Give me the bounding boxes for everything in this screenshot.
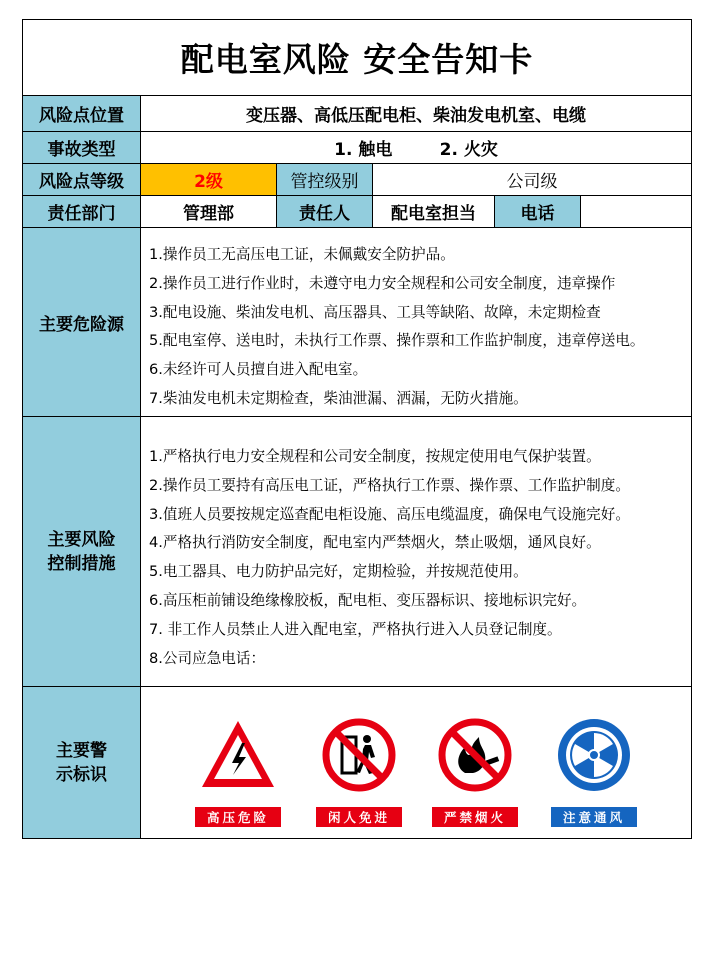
hazard-item: 7.柴油发电机未定期检查，柴油泄漏、洒漏，无防火措施。 xyxy=(149,390,528,407)
hazards-list xyxy=(141,228,691,416)
row-measures xyxy=(22,417,692,687)
signs-label-line2: 示标识 xyxy=(56,764,107,785)
row-dept xyxy=(22,196,692,228)
measures-label-line1: 主要风险 xyxy=(47,529,116,550)
hazard-item: 3.配电设施、柴油发电机、高压器具、工具等缺陷、故障，未定期检查 xyxy=(149,304,601,321)
ventilation-icon xyxy=(554,715,634,795)
person-value: 配电室担当 xyxy=(372,196,494,227)
measure-item: 6.高压柜前铺设绝缘橡胶板，配电柜、变压器标识、接地标识完好。 xyxy=(149,592,587,609)
row-signs xyxy=(22,687,692,839)
level-value: 2级 xyxy=(141,164,276,195)
sign-caption: 严禁烟火 xyxy=(432,807,518,827)
person-label: 责任人 xyxy=(276,196,372,227)
card-title: 配电室风险 安全告知卡 xyxy=(22,19,692,96)
sign-caption: 注意通风 xyxy=(551,807,637,827)
measure-item: 1.严格执行电力安全规程和公司安全制度，按规定使用电气保护装置。 xyxy=(149,448,601,465)
location-label: 风险点位置 xyxy=(23,96,141,131)
hazard-item: 2.操作员工进行作业时，未遵守电力安全规程和公司安全制度，违章操作 xyxy=(149,275,616,292)
accident-value: 1. 触电 2. 火灾 xyxy=(334,140,498,160)
measure-item: 3.值班人员要按规定巡查配电柜设施、高压电缆温度，确保电气设施完好。 xyxy=(149,506,630,523)
sign-ventilation xyxy=(547,715,641,827)
warning-signs xyxy=(141,687,691,838)
phone-label: 电话 xyxy=(494,196,580,227)
signs-label-line1: 主要警 xyxy=(56,740,107,761)
row-level xyxy=(22,164,692,196)
measures-label-line2: 控制措施 xyxy=(47,553,116,574)
phone-value xyxy=(580,196,691,227)
sign-no-entry xyxy=(312,715,406,827)
hazards-label: 主要危险源 xyxy=(23,228,141,416)
safety-notice-card xyxy=(22,19,692,839)
hazard-item: 6.未经许可人员擅自进入配电室。 xyxy=(149,361,368,378)
measure-item: 8.公司应急电话： xyxy=(149,650,266,667)
measures-list xyxy=(141,417,691,686)
control-level-label: 管控级别 xyxy=(276,164,372,195)
measure-item: 5.电工器具、电力防护品完好，定期检验，并按规范使用。 xyxy=(149,563,528,580)
row-hazards xyxy=(22,228,692,417)
hazard-item: 5.配电室停、送电时，未执行工作票、操作票和工作监护制度，违章停送电。 xyxy=(149,332,645,349)
row-location xyxy=(22,96,692,132)
high-voltage-warning-icon xyxy=(198,715,278,795)
control-level-value: 公司级 xyxy=(372,164,691,195)
measure-item: 2.操作员工要持有高压电工证，严格执行工作票、操作票、工作监护制度。 xyxy=(149,477,630,494)
sign-caption: 高压危险 xyxy=(195,807,281,827)
measure-item: 7. 非工作人员禁止人进入配电室，严格执行进入人员登记制度。 xyxy=(149,621,562,638)
accident-label: 事故类型 xyxy=(23,132,141,163)
no-entry-icon xyxy=(319,715,399,795)
dept-label: 责任部门 xyxy=(23,196,141,227)
no-smoking-fire-icon xyxy=(435,715,515,795)
signs-label xyxy=(23,687,141,838)
location-value: 变压器、高低压配电柜、柴油发电机室、电缆 xyxy=(246,106,586,126)
sign-no-smoking-fire xyxy=(428,715,522,827)
hazard-item: 1.操作员工无高压电工证，未佩戴安全防护品。 xyxy=(149,246,455,263)
row-accident xyxy=(22,132,692,164)
level-label: 风险点等级 xyxy=(23,164,141,195)
measure-item: 4.严格执行消防安全制度，配电室内严禁烟火，禁止吸烟，通风良好。 xyxy=(149,534,601,551)
sign-high-voltage xyxy=(191,715,285,827)
sign-caption: 闲人免进 xyxy=(316,807,402,827)
measures-label xyxy=(23,417,141,686)
dept-value: 管理部 xyxy=(183,204,234,224)
